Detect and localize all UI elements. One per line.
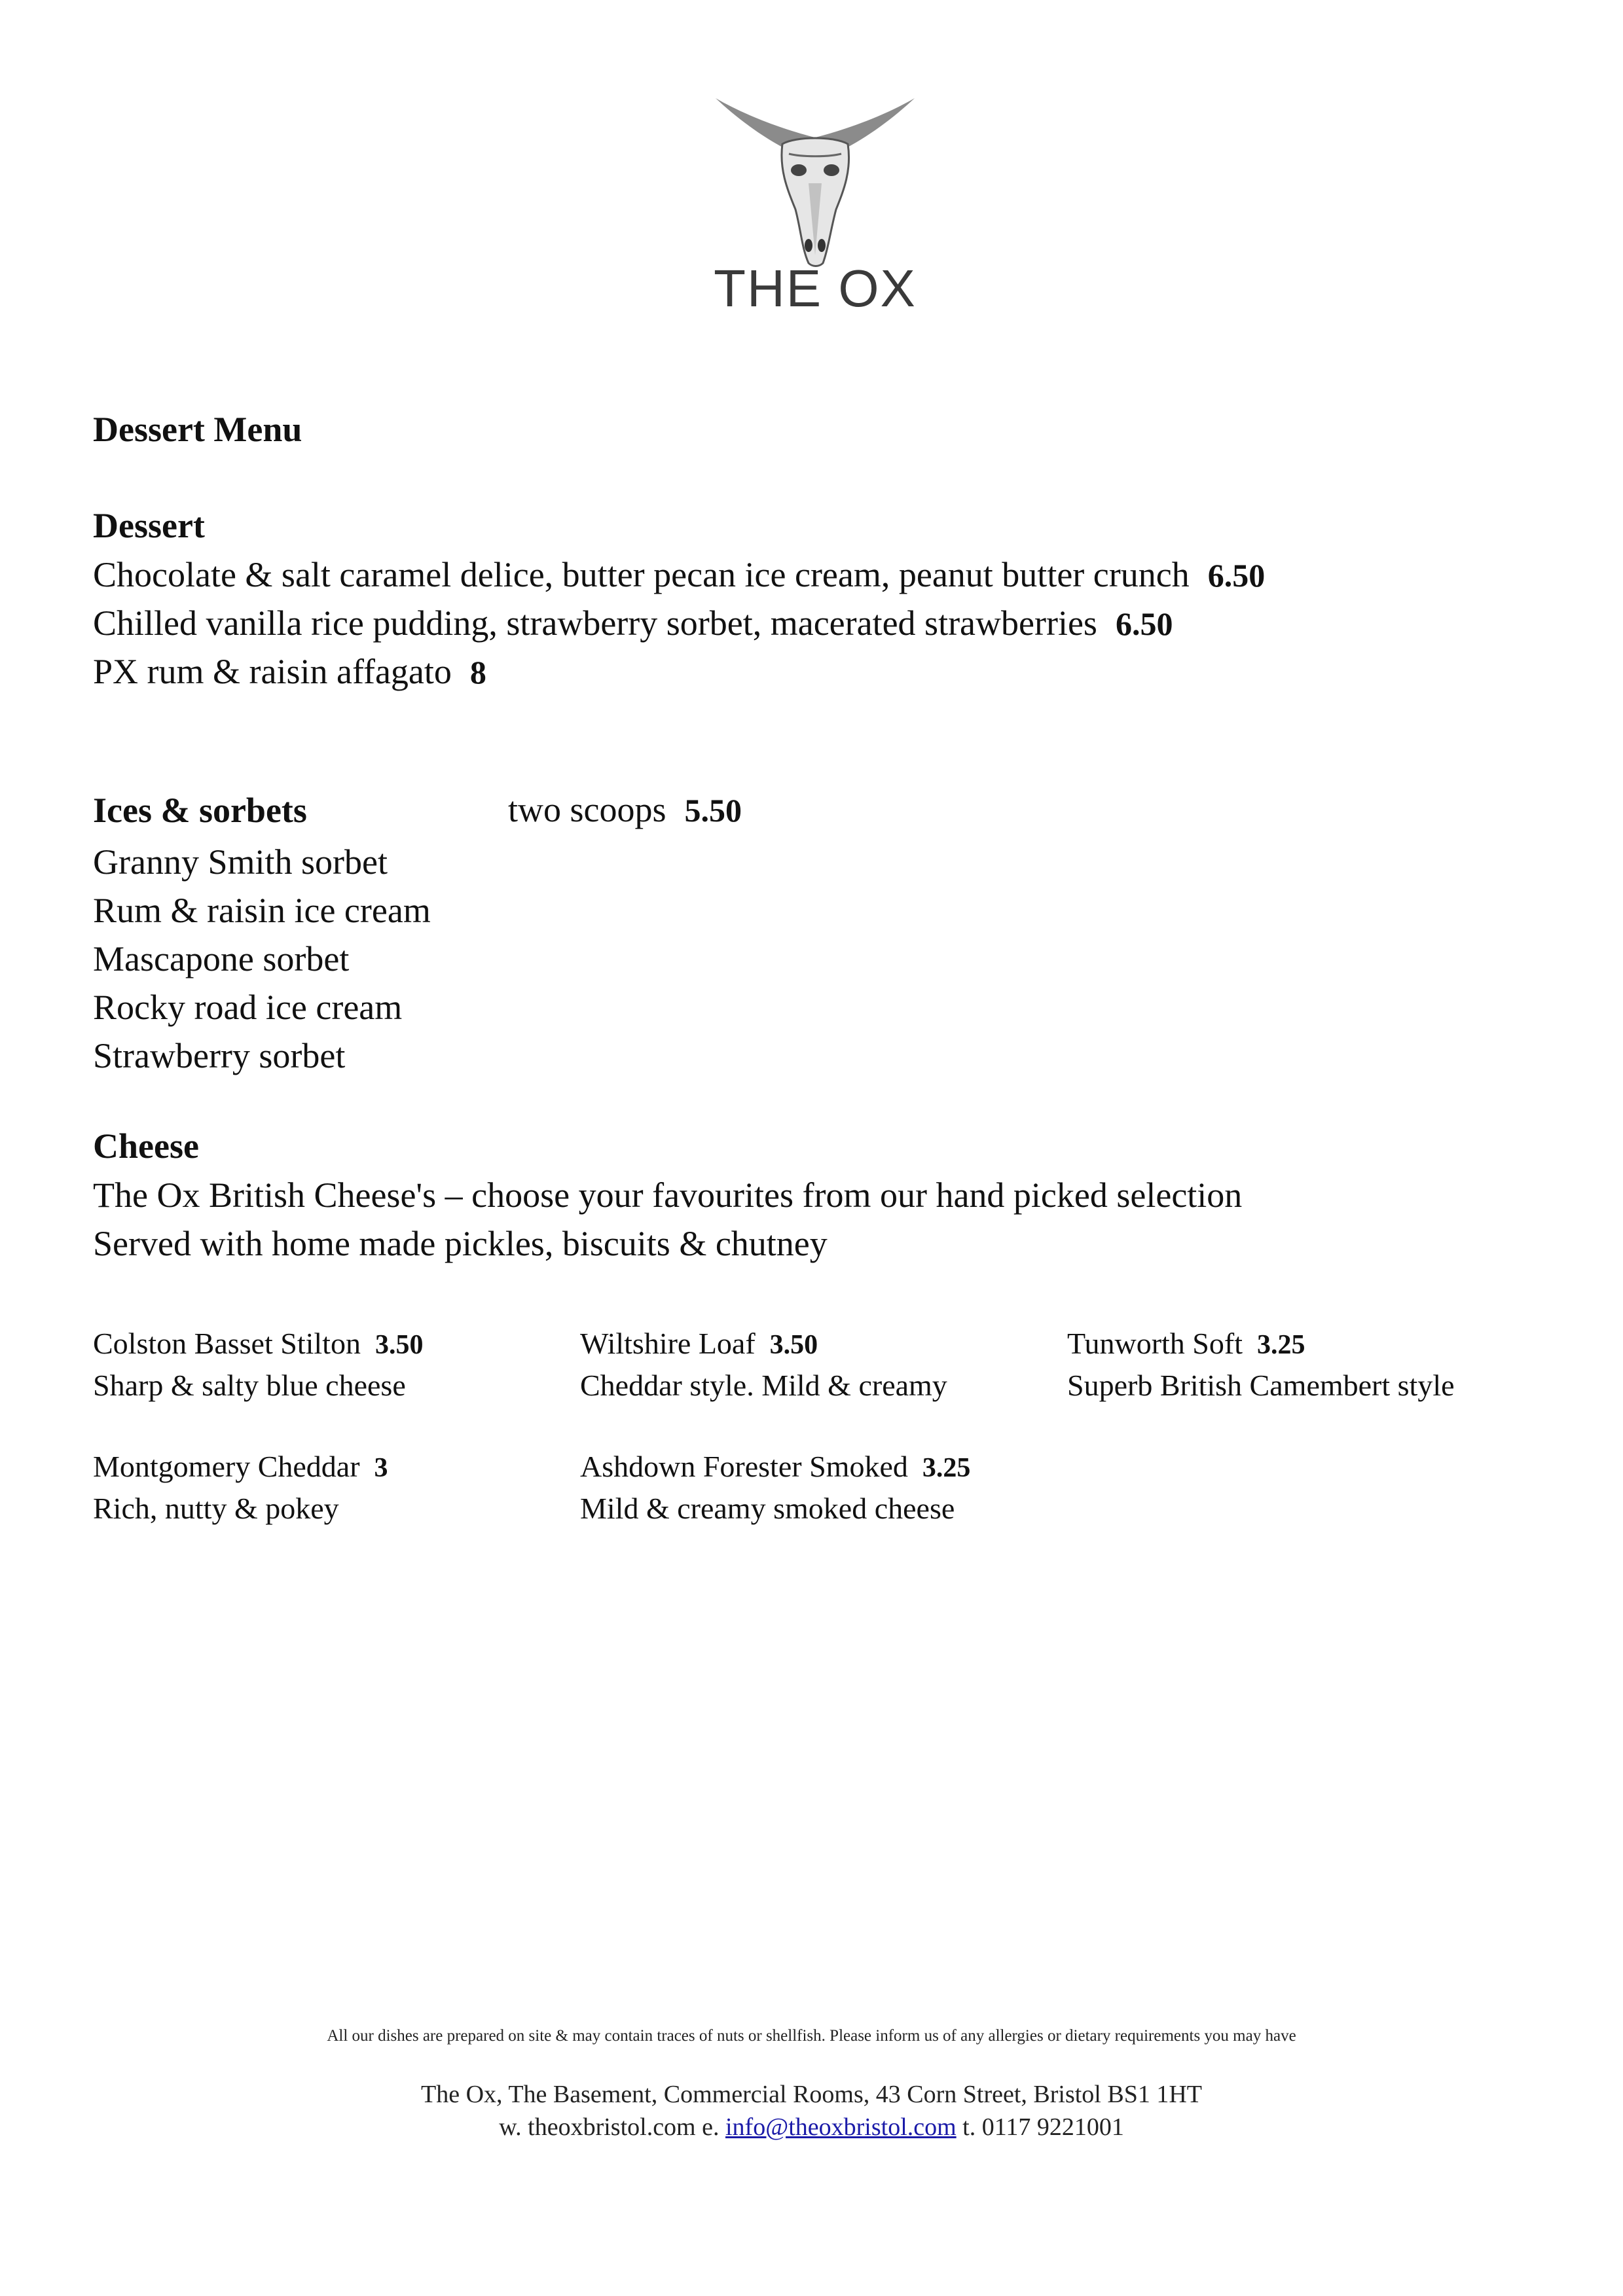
cheese-price: 3 (374, 1453, 388, 1483)
telephone: 0117 9221001 (981, 2113, 1124, 2141)
dessert-item-price: 6.50 (1207, 557, 1266, 594)
cheese-name: Tunworth Soft (1067, 1327, 1243, 1360)
dessert-item (93, 550, 1265, 600)
logo-text: THE OX (714, 259, 917, 317)
list-item: Granny Smith sorbet (93, 842, 388, 882)
ices-portion (508, 785, 742, 834)
cheese-desc: Rich, nutty & pokey (93, 1492, 339, 1525)
cheese-item (580, 1323, 947, 1406)
cheese-heading: Cheese (93, 1126, 199, 1166)
cheese-desc: Mild & creamy smoked cheese (580, 1492, 955, 1525)
cheese-desc: Superb British Camembert style (1067, 1369, 1455, 1402)
logo (710, 92, 920, 327)
cheese-name: Colston Basset Stilton (93, 1327, 361, 1360)
web-prefix: w. (499, 2113, 522, 2141)
dessert-heading: Dessert (93, 506, 205, 545)
cheese-name: Montgomery Cheddar (93, 1450, 360, 1483)
cheese-price: 3.50 (769, 1330, 818, 1360)
dessert-item (93, 647, 486, 696)
ices-heading: Ices & sorbets (93, 791, 307, 830)
list-item: Mascapone sorbet (93, 939, 350, 978)
cheese-item (1067, 1323, 1455, 1406)
contact-line (0, 2111, 1623, 2144)
list-item: Strawberry sorbet (93, 1036, 346, 1075)
email-link[interactable]: info@theoxbristol.com (725, 2113, 957, 2141)
address: The Ox, The Basement, Commercial Rooms, 43 Corn Street, Bristol BS1 1HT (420, 2081, 1202, 2108)
cheese-item (580, 1446, 970, 1529)
email-prefix: e. (702, 2113, 720, 2141)
ices-price: 5.50 (684, 792, 742, 829)
cheese-item (93, 1323, 423, 1406)
dessert-item (93, 599, 1173, 648)
cheese-price: 3.25 (922, 1453, 971, 1483)
page-title: Dessert Menu (93, 410, 302, 449)
cheese-name: Wiltshire Loaf (580, 1327, 756, 1360)
cheese-desc: Cheddar style. Mild & creamy (580, 1369, 947, 1402)
dessert-item-price: 6.50 (1115, 605, 1173, 642)
cheese-intro: The Ox British Cheese's – choose your favourites from our hand picked selection (93, 1175, 1243, 1215)
cheese-item (93, 1446, 388, 1529)
cheese-intro: Served with home made pickles, biscuits & chutney (93, 1224, 828, 1263)
ices-portion-label: two scoops (508, 790, 666, 829)
website: theoxbristol.com (528, 2113, 696, 2141)
cheese-name: Ashdown Forester Smoked (580, 1450, 908, 1483)
tel-prefix: t. (962, 2113, 976, 2141)
dessert-item-name: PX rum & raisin affagato (93, 652, 452, 691)
ices-list (93, 838, 431, 1080)
dessert-item-price: 8 (469, 654, 486, 691)
cheese-price: 3.50 (374, 1330, 424, 1360)
ox-skull-icon (710, 92, 920, 268)
dessert-item-name: Chocolate & salt caramel delice, butter pecan ice cream, peanut butter crunch (93, 555, 1190, 594)
cheese-price: 3.25 (1256, 1330, 1305, 1360)
list-item: Rum & raisin ice cream (93, 891, 431, 930)
dessert-item-name: Chilled vanilla rice pudding, strawberry sorbet, macerated strawberries (93, 603, 1097, 643)
cheese-desc: Sharp & salty blue cheese (93, 1369, 406, 1402)
list-item: Rocky road ice cream (93, 988, 403, 1027)
footer-contact (0, 2078, 1623, 2144)
allergy-note: All our dishes are prepared on site & may contain traces of nuts or shellfish. Please inform us of any allergies or dietary requirements you may have (327, 2027, 1296, 2045)
